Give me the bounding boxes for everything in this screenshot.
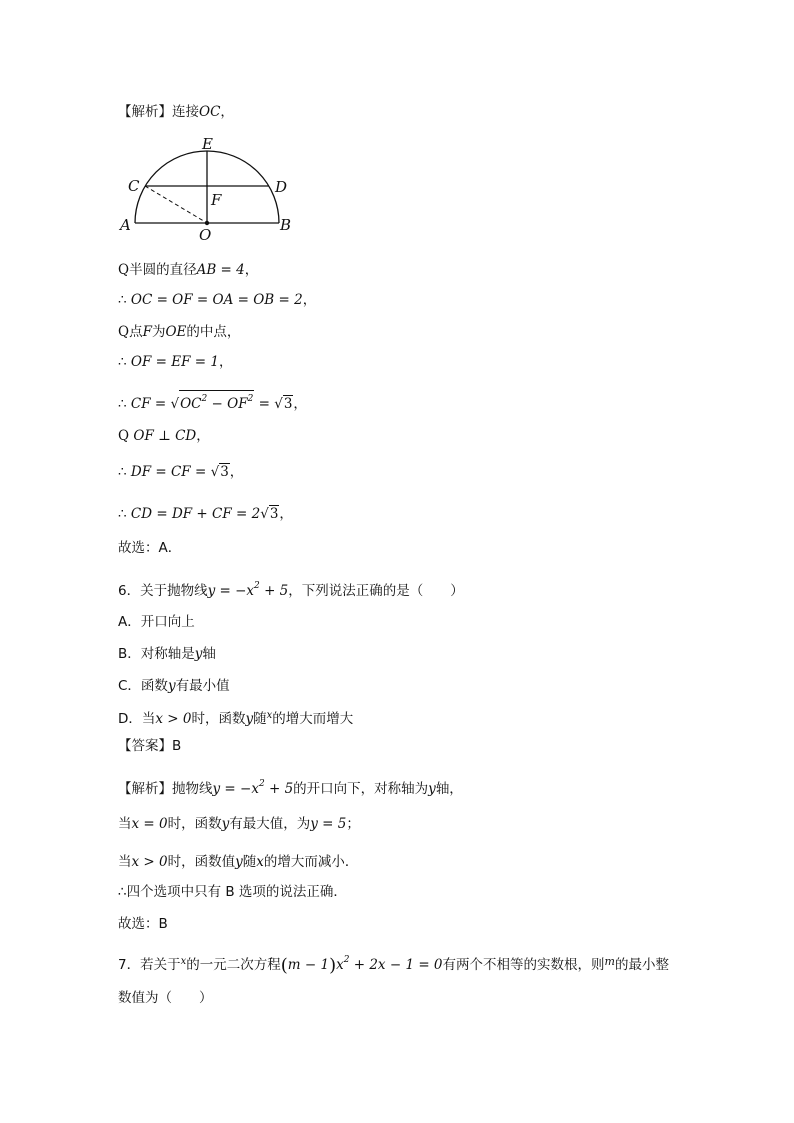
step-8: ∴ CD = DF + CF = 2√3， xyxy=(118,506,293,522)
step-1: Q半圆的直径AB = 4， xyxy=(118,262,259,278)
dashed-oc xyxy=(145,186,207,223)
q6-analysis-line-5: 故选：B xyxy=(118,916,168,932)
question-7-line-2: 数值为（ ） xyxy=(118,990,213,1006)
q6-option-c: C．函数y有最小值 xyxy=(118,678,230,694)
q6-option-a: A．开口向上 xyxy=(118,614,195,630)
q6-answer: 【答案】B xyxy=(118,738,182,754)
q6-option-d: D．当x > 0时，函数y随$^x$的增大而增大 xyxy=(118,710,354,727)
q6-analysis-line-1: 【解析】抛物线$y = -x^2 + 5$的开口向下，对称轴为y轴， xyxy=(118,779,463,797)
q6-analysis-line-4: ∴四个选项中只有 B 选项的说法正确． xyxy=(118,884,347,900)
label-a: A xyxy=(120,216,131,234)
step-6: Q OF ⊥ CD， xyxy=(118,428,210,444)
label-f: F xyxy=(211,191,222,209)
center-dot xyxy=(205,221,209,225)
question-7-stem: 7．若关于$^x$的一元二次方程$(m - 1)x^2 + 2x - 1 = 0$有两个不相等的实数根，则$^m$的最小整 xyxy=(118,955,669,976)
step-9: 故选：A． xyxy=(118,540,182,556)
step-2: ∴ OC = OF = OA = OB = 2， xyxy=(118,292,317,308)
step-3: Q点F为OE的中点， xyxy=(118,324,241,340)
q6-option-b: B．对称轴是y轴 xyxy=(118,646,216,662)
label-d: D xyxy=(275,178,288,196)
label-b: B xyxy=(280,216,292,234)
step-4: ∴ OF = EF = 1， xyxy=(118,354,233,370)
step-5: ∴ CF = $√OC^2 - OF^2 = √3$， xyxy=(118,390,307,414)
label-c: C xyxy=(128,177,140,195)
q6-analysis-line-2: 当x = 0时，函数y有最大值，为y = 5； xyxy=(118,816,360,832)
step-7: ∴ DF = CF = √3， xyxy=(118,464,244,480)
analysis-intro: 【解析】连接OC， xyxy=(118,104,234,120)
label-e: E xyxy=(202,135,213,153)
label-o: O xyxy=(199,226,212,244)
question-6-stem: 6．关于抛物线$y = -x^2 + 5$，下列说法正确的是（ ） xyxy=(118,581,464,599)
q6-analysis-line-3: 当x > 0时，函数值y随x的增大而减小． xyxy=(118,854,359,870)
semicircle-figure xyxy=(112,132,312,242)
